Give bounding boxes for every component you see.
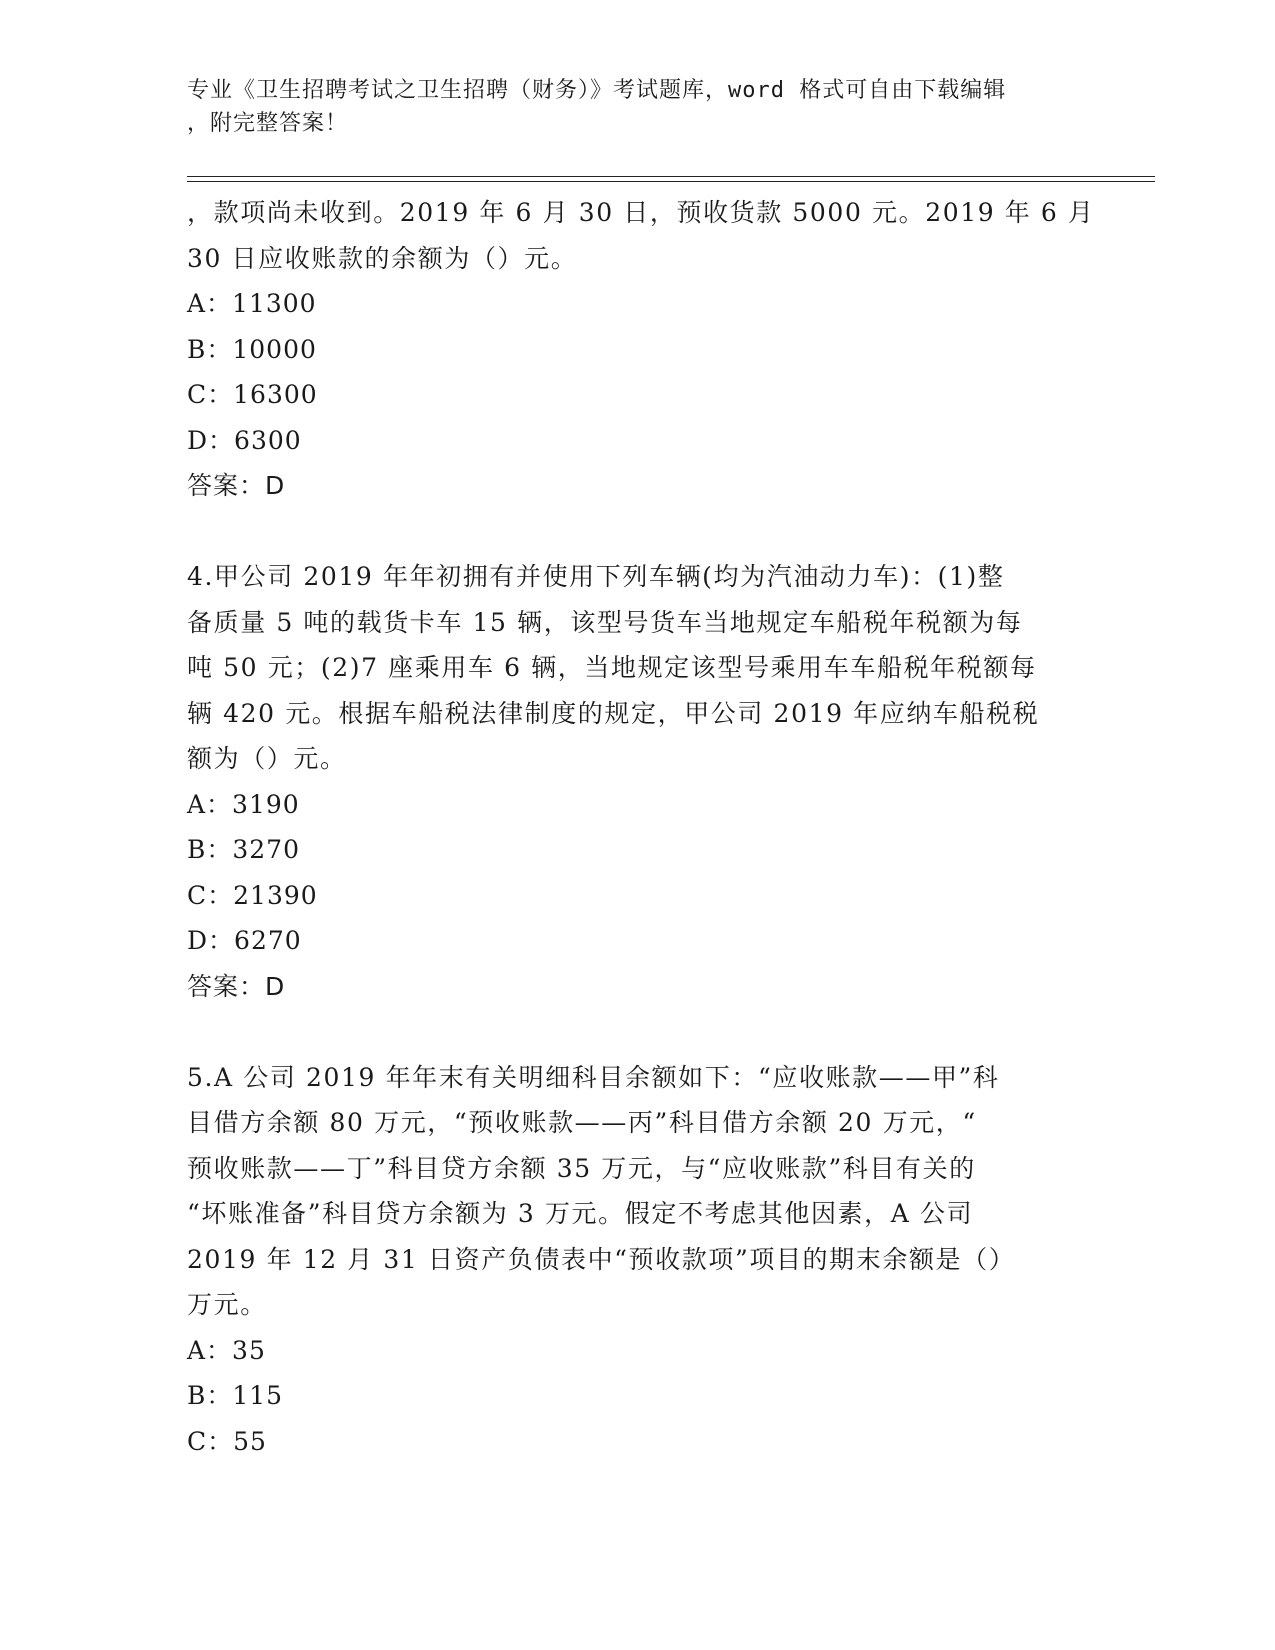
question-4-text-line: 额为（）元。 <box>187 744 347 773</box>
question-4-text-line: 备质量 5 吨的载货卡车 15 辆，该型号货车当地规定车船税年税额为每 <box>187 607 1023 637</box>
question-4-option-d: D：6270 <box>187 926 302 955</box>
spacer <box>187 1009 1087 1055</box>
question-5-text-line: 5.A 公司 2019 年年末有关明细科目余额如下：“应收账款——甲”科 <box>187 1062 1000 1092</box>
question-5-text-line: 目借方余额 80 万元，“预收账款——丙”科目借方余额 20 万元，“ <box>187 1108 977 1137</box>
question-5-option-a: A：35 <box>187 1335 266 1365</box>
document-header <box>187 74 1067 140</box>
question-4-answer: 答案：D <box>187 971 286 1001</box>
question-3-option-b: B：10000 <box>187 334 317 364</box>
question-4-option-a: A：3190 <box>187 789 300 819</box>
question-5 <box>187 1055 1087 1465</box>
question-4 <box>187 554 1087 1009</box>
header-rule-bottom <box>187 181 1155 182</box>
question-5-text-line: 万元。 <box>187 1290 267 1319</box>
question-3-option-d: D：6300 <box>187 425 302 455</box>
question-3-answer: 答案：D <box>187 471 286 500</box>
question-5-option-c: C：55 <box>187 1426 267 1456</box>
question-4-text-line: 吨 50 元；(2)7 座乘用车 6 辆，当地规定该型号乘用车车船税年税额每 <box>187 653 1037 682</box>
question-3-option-a: A：11300 <box>187 289 317 318</box>
question-3 <box>187 190 1095 509</box>
document-body <box>187 190 1095 1464</box>
question-4-option-b: B：3270 <box>187 835 300 864</box>
question-3-option-c: C：16300 <box>187 380 318 409</box>
question-3-text-line: ，款项尚未收到。2019 年 6 月 30 日，预收货款 5000 元。2019 年 6 月 <box>187 198 1095 227</box>
question-3-text-line: 30 日应收账款的余额为（）元。 <box>187 243 578 273</box>
question-5-text-line: 预收账款——丁”科目贷方余额 35 万元，与“应收账款”科目有关的 <box>187 1153 976 1183</box>
question-4-option-c: C：21390 <box>187 880 318 910</box>
question-5-option-b: B：115 <box>187 1381 284 1410</box>
question-5-text-line: “坏账准备”科目贷方余额为 3 万元。假定不考虑其他因素，A 公司 <box>187 1199 974 1228</box>
header-rule-top <box>187 176 1155 177</box>
question-4-text-line: 辆 420 元。根据车船税法律制度的规定，甲公司 2019 年应纳车船税税 <box>187 698 1040 728</box>
header-line-1: 专业《卫生招聘考试之卫生招聘（财务）》考试题库，word 格式可自由下载编辑 <box>187 78 1007 103</box>
spacer <box>187 509 1087 555</box>
header-line-2: ，附完整答案！ <box>187 111 349 136</box>
question-5-text-line: 2019 年 12 月 31 日资产负债表中“预收款项”项目的期末余额是（） <box>187 1244 1016 1274</box>
question-4-text-line: 4.甲公司 2019 年年初拥有并使用下列车辆(均为汽油动力车)：(1)整 <box>187 562 1005 591</box>
